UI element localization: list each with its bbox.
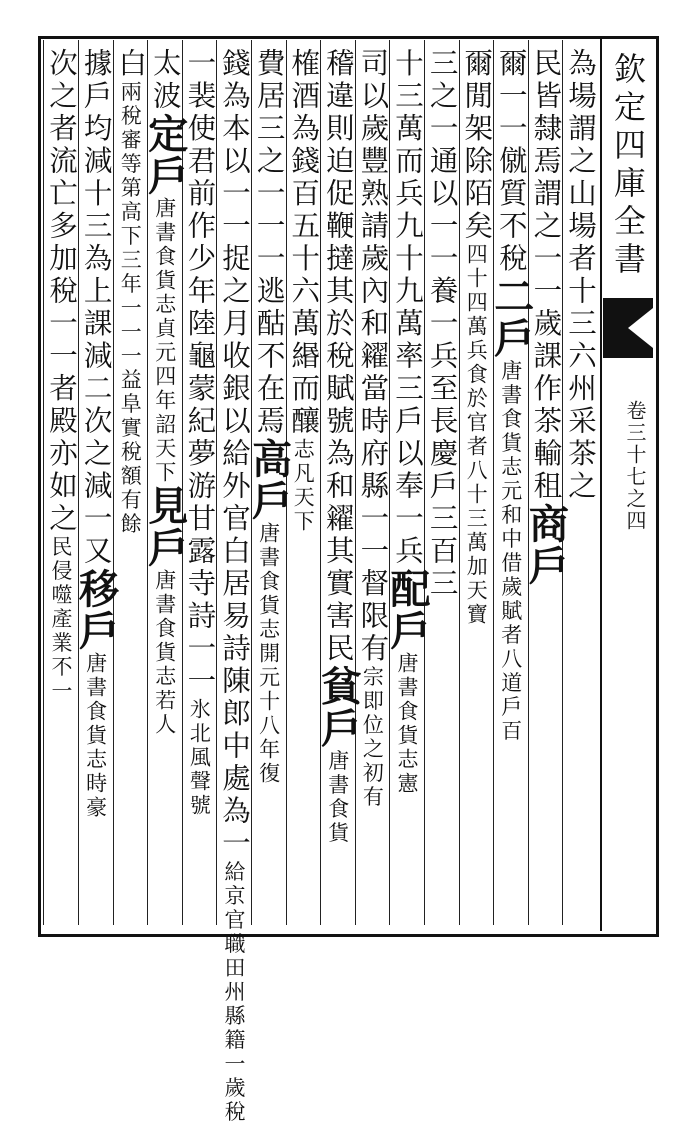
annotation-text: 唐書食貨 bbox=[325, 749, 350, 846]
annotation-text: 唐書食貨志憲 bbox=[394, 652, 419, 796]
text-column bbox=[355, 48, 390, 918]
text-column bbox=[43, 48, 78, 918]
column-divider bbox=[251, 40, 252, 925]
body-text: 據戶均減十三為上課減二次之減一又 bbox=[79, 48, 113, 568]
body-text: 爾閒架除陌矣 bbox=[460, 48, 494, 243]
book-title: 欽定四庫全書 bbox=[609, 52, 647, 280]
body-text: 三之一通以一一養一兵至長慶戶三百三 bbox=[425, 48, 459, 601]
text-column bbox=[72, 48, 120, 918]
entry-heading: 移戶 bbox=[72, 568, 120, 652]
entry-heading: 見戶 bbox=[141, 485, 189, 569]
annotation-text: 唐書食貨志貞元四年詔天下 bbox=[152, 197, 177, 485]
annotation-text: 兩稅審等第高下三年一一一 bbox=[118, 80, 143, 369]
body-text: 十三萬而兵九十九萬率三戶以奉一兵 bbox=[390, 48, 424, 568]
body-text: 錢為本以一一捉之月收銀以給外官白居易詩陳郎中處為一 bbox=[217, 48, 251, 861]
column-divider bbox=[424, 40, 425, 925]
annotation-text: 志凡天下 bbox=[291, 438, 316, 534]
annotation-text: 給京官職田州縣籍一歲稅 bbox=[221, 860, 246, 1125]
body-text: 白 bbox=[114, 48, 148, 81]
column-divider bbox=[493, 40, 494, 925]
annotation-text: 唐書食貨志時豪 bbox=[83, 652, 108, 820]
text-column bbox=[424, 48, 459, 918]
annotation-text: 益阜實稅額有餘 bbox=[118, 368, 143, 537]
entry-heading: 貧戶 bbox=[314, 665, 362, 750]
juan-label: 卷三十七之四 bbox=[623, 400, 647, 532]
column-divider bbox=[459, 40, 460, 925]
text-column bbox=[245, 48, 293, 918]
text-column bbox=[487, 48, 535, 918]
annotation-text: 唐書食貨志元和中借歲賦者八道戶百 bbox=[498, 359, 523, 744]
margin-rule bbox=[600, 36, 602, 931]
column-divider bbox=[562, 40, 563, 925]
column-divider bbox=[78, 40, 79, 925]
column-divider bbox=[216, 40, 217, 925]
column-divider bbox=[43, 40, 44, 925]
body-text: 榷酒為錢百五十六萬緡而釀 bbox=[287, 48, 321, 438]
entry-heading: 商戶 bbox=[522, 503, 570, 587]
text-column bbox=[141, 48, 189, 918]
column-divider bbox=[147, 40, 148, 925]
annotation-text: 四十四萬兵食於官者八十三萬加天寶 bbox=[464, 243, 489, 627]
body-text: 費居三之一一一逃酤不在焉 bbox=[252, 48, 286, 438]
text-column bbox=[113, 48, 148, 918]
body-text: 稽違則迫促鞭撻其於稅賦號為和糴其實害民 bbox=[321, 48, 355, 666]
annotation-text: 民侵噬產業不一 bbox=[48, 535, 73, 704]
column-divider bbox=[320, 40, 321, 925]
text-column bbox=[314, 48, 362, 918]
body-text: 司以歲豐熟請歲內和糴當時府縣一一督限有 bbox=[356, 48, 390, 666]
text-column bbox=[562, 48, 597, 918]
annotation-text: 唐書食貨志若人 bbox=[152, 569, 177, 737]
body-text: 次之者流亡多加稅一一者殿亦如之 bbox=[44, 48, 78, 536]
entry-heading: 定戶 bbox=[141, 113, 189, 197]
annotation-text: 氷北風聲號 bbox=[187, 698, 212, 818]
body-text: 爾一一僦質不稅 bbox=[494, 48, 528, 276]
column-divider bbox=[389, 40, 390, 925]
annotation-text: 宗即位之初有 bbox=[360, 665, 385, 810]
text-column bbox=[459, 48, 494, 918]
fish-tail-ornament bbox=[603, 298, 653, 358]
annotation-text: 唐書食貨志開元十八年復 bbox=[256, 522, 281, 786]
text-column bbox=[383, 48, 431, 918]
text-column bbox=[216, 48, 251, 1125]
body-text: 為場謂之山場者十三六州采茶之 bbox=[563, 48, 597, 503]
text-column bbox=[522, 48, 570, 918]
entry-heading: 高戶 bbox=[245, 438, 293, 522]
body-text: 民皆隸焉謂之一一歲課作茶輸租 bbox=[529, 48, 563, 503]
entry-heading: 二戶 bbox=[487, 275, 535, 360]
body-text: 太波 bbox=[148, 48, 182, 113]
entry-heading: 配戶 bbox=[383, 568, 431, 652]
body-text: 一裴使君前作少年陸龜蒙紀夢游甘露寺詩一一 bbox=[183, 48, 217, 698]
